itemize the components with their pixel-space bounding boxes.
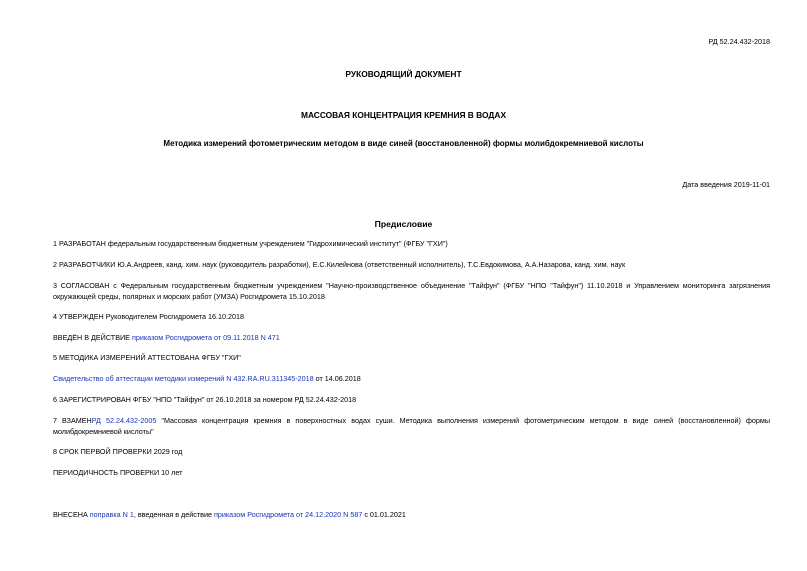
preface-item-developers: 2 РАЗРАБОТЧИКИ Ю.А.Андреев, канд. хим. наук (руководитель разработки), Е.С.Килейнова (ответственный исполнитель), Т.С.Евдокимова, А.А.Назарова, канд. хим. наук [53,260,626,269]
preface-title: Предисловие [374,219,433,229]
document-heading: РУКОВОДЯЩИЙ ДОКУМЕНТ [345,69,462,79]
replaced-document-link[interactable]: РД 52.24.432-2005 [91,416,157,425]
enactment-order-link[interactable]: приказом Росгидромета от 09.11.2018 N 471 [131,333,280,342]
preface-item-certificate [53,373,770,384]
preface-item-approved: 4 УТВЕРЖДЕН Руководителем Росгидромета 16.10.2018 [53,312,245,321]
amendment-label: ВНЕСЕНА [53,510,90,519]
document-title: МАССОВАЯ КОНЦЕНТРАЦИЯ КРЕМНИЯ В ВОДАХ [300,110,507,120]
amendment-date: с 01.01.2021 [362,510,406,519]
agreed-text: 3 СОГЛАСОВАН с Федеральным государственным бюджетным учреждением "Научно-производственное объединение "Тайфун" (ФГБУ "НПО "Тайфун") 11.10.2018 и Управлением мониторинга загрязнения окружающей среды, полярных и морских работ (УМЗА) Росгидромета 15.10.2018 [53,281,770,301]
certificate-link[interactable]: Свидетельство об аттестации методики измерений N 432.RA.RU.311345-2018 [53,374,314,383]
document-code: РД 52.24.432-2018 [708,37,770,46]
preface-item-enacted [53,332,770,343]
preface-item-first-check: 8 СРОК ПЕРВОЙ ПРОВЕРКИ 2029 год [53,447,183,456]
amendment-link[interactable]: поправка N 1 [89,510,134,519]
replaced-document-title: "Массовая концентрация кремния в поверхностных водах суши. Методика выполнения измерений фотометрическим методом в виде синей (восстановленной) формы молибдокремниевой кислоты" [53,416,770,436]
certificate-date: от 14.06.2018 [313,374,361,383]
preface-item-check-period: ПЕРИОДИЧНОСТЬ ПРОВЕРКИ 10 лет [53,468,183,477]
preface-item-replaces [53,415,770,437]
preface-item-developed: 1 РАЗРАБОТАН федеральным государственным бюджетным учреждением "Гидрохимический институт" (ФГБУ "ГХИ") [53,239,448,248]
preface-item-certified: 5 МЕТОДИКА ИЗМЕРЕНИЙ АТТЕСТОВАНА ФГБУ "ГХИ" [53,353,241,362]
preface-item-registered: 6 ЗАРЕГИСТРИРОВАН ФГБУ "НПО "Тайфун" от 26.10.2018 за номером РД 52.24.432-2018 [53,395,357,404]
preface-item-amendment [53,509,770,520]
introduction-date: Дата введения 2019-11-01 [682,180,770,189]
preface-item-agreed [53,280,770,302]
enacted-label: ВВЕДЁН В ДЕЙСТВИЕ [53,333,132,342]
replaces-label: 7 ВЗАМЕН [53,416,92,425]
amendment-mid-text: , введенная в действие [133,510,214,519]
document-subtitle: Методика измерений фотометрическим методом в виде синей (восстановленной) формы молибдокремниевой кислоты [163,139,644,148]
amendment-order-link[interactable]: приказом Росгидромета от 24.12.2020 N 587 [213,510,363,519]
